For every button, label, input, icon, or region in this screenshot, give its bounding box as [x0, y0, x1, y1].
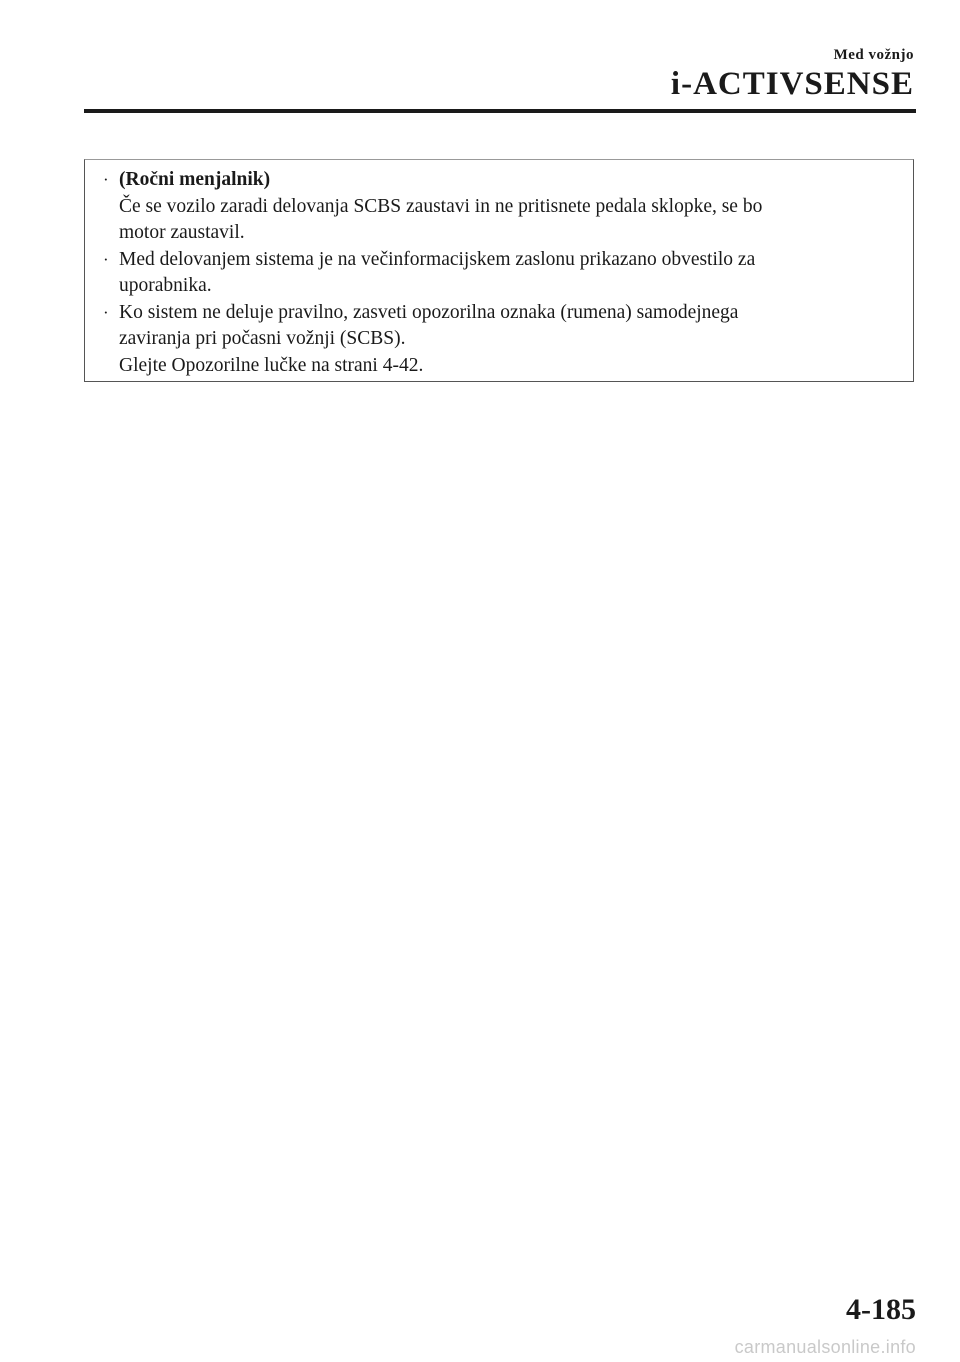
list-item: [85, 247, 762, 300]
note-text-line: motor zaustavil.: [119, 222, 245, 243]
bullet-point: ·: [103, 170, 109, 189]
bullet-point: ·: [103, 302, 109, 322]
note-text-line: Če se vozilo zaradi delovanja SCBS zaustavi in ne pritisnete pedala sklopke, se bo: [119, 195, 763, 217]
note-text-line: uporabnika.: [119, 275, 212, 296]
note-text-line: Med delovanjem sistema je na večinformacijskem zaslonu prikazano obvestilo za: [119, 248, 756, 270]
note-subheading: (Ročni menjalnik): [119, 169, 271, 190]
note-cross-reference: Glejte Opozorilne lučke na strani 4-42.: [119, 354, 424, 376]
watermark-text: carmanualsonline.info: [734, 1337, 916, 1357]
note-list: [85, 167, 762, 379]
bullet-point: ·: [103, 249, 109, 269]
note-text-line: Ko sistem ne deluje pravilno, zasveti opozorilna oznaka (rumena) samodejnega: [119, 301, 739, 323]
page-title: i-ACTIVSENSE: [670, 66, 914, 102]
page-number: 4-185: [846, 1293, 916, 1326]
note-box: [84, 159, 914, 382]
note-text-line: zaviranja pri počasni vožnji (SCBS).: [119, 328, 406, 349]
list-item: [85, 167, 762, 247]
header-section-label: Med vožnjo: [833, 47, 914, 63]
header-divider: [84, 109, 916, 113]
list-item: [85, 300, 762, 380]
